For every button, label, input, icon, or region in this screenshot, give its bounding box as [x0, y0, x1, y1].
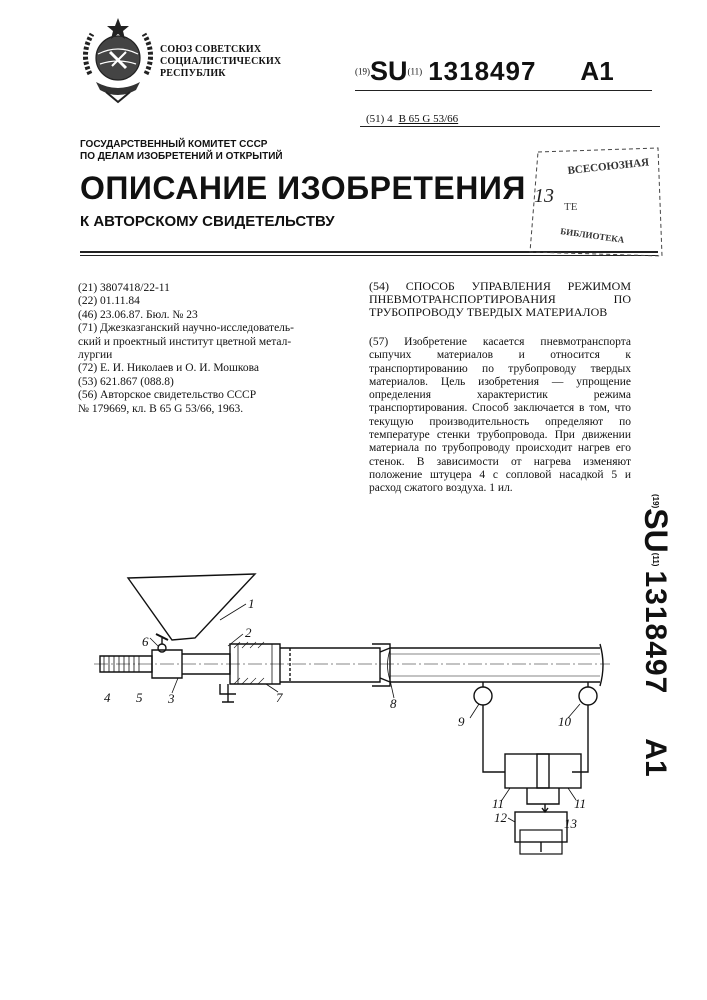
invention-title: (54) СПОСОБ УПРАВЛЕНИЯ РЕЖИМОМ ПНЕВМОТРАНСПОРТИРОВАНИЯ ПО ТРУБОПРОВОДУ ТВЕРДЫХ МАТЕРИАЛОВ	[369, 279, 631, 319]
label-2: 2	[245, 625, 252, 640]
vertical-tag-11: (11)	[651, 552, 660, 567]
ipc-tag: (51) 4	[366, 113, 393, 125]
label-12: 12	[494, 810, 507, 825]
converter-block-11b	[537, 754, 581, 788]
sensor-9	[474, 687, 492, 705]
vertical-patent-number: 1318497	[639, 570, 673, 695]
stamp-line1: ВСЕСОЮЗНАЯ	[567, 156, 650, 177]
document-title: ОПИСАНИЕ ИЗОБРЕТЕНИЯ	[80, 170, 526, 206]
biblio-line: (71) Джезказганский научно-исследователь-	[78, 322, 294, 335]
label-10: 10	[558, 714, 571, 729]
abstract: (57) Изобретение касается пневмотранспорта сыпучих материалов и относится к транспортированию по трубопроводу твердых материалов. Цель изобретения — упрощение определения характеристик режима транспортирования. Способ заключается в том, что текущую производительность определяют по температуре стенки трубопровода. При движении материала по трубопроводу происходит нагрев его стенок. В зависимости от нагрева изменяют положение штуцера 4 с сопловой насадкой 5 и расход сжатого воздуха. 1 ил.	[369, 336, 631, 495]
label-4: 4	[104, 690, 111, 705]
biblio-line: № 179669, кл. B 65 G 53/66, 1963.	[78, 402, 244, 415]
committee-line: ПО ДЕЛАМ ИЗОБРЕТЕНИЙ И ОТКРЫТИЙ	[80, 151, 283, 162]
label-9: 9	[458, 714, 465, 729]
ipc-rule	[360, 126, 660, 127]
converter-block-11a	[505, 754, 549, 788]
biblio-line: (21) 3807418/22-11	[78, 282, 170, 294]
biblio-line: (56) Авторское свидетельство СССР	[78, 389, 257, 402]
patent-number: 1318497	[428, 56, 537, 86]
label-7: 7	[276, 690, 283, 705]
label-5: 5	[136, 690, 143, 705]
pipeline	[280, 648, 380, 682]
union-line: СОЮЗ СОВЕТСКИХ	[160, 44, 262, 55]
biblio-line: (22) 01.11.84	[78, 295, 140, 308]
label-11b: 11	[574, 796, 587, 811]
header-rule	[355, 90, 652, 91]
biblio-line: лургии	[78, 349, 113, 362]
vertical-document-number	[628, 494, 674, 794]
biblio-line: (46) 23.06.87. Бюл. № 23	[78, 308, 198, 321]
document-kind: A1	[580, 56, 614, 86]
biblio-line: (53) 621.867 (088.8)	[78, 375, 174, 388]
label-6: 6	[142, 634, 149, 649]
biblio-line: ский и проектный институт цветной метал-	[78, 335, 292, 348]
union-line: РЕСПУБЛИК	[160, 68, 226, 79]
sensor-10	[579, 687, 597, 705]
state-emblem	[76, 14, 160, 106]
document-number-line	[355, 56, 614, 87]
vertical-document-kind: A1	[639, 738, 673, 777]
library-stamp	[520, 144, 665, 260]
ipc-value: B 65 G 53/66	[398, 113, 459, 125]
label-13: 13	[564, 816, 577, 831]
label-8: 8	[390, 696, 397, 711]
bibliographic-data	[78, 282, 363, 416]
union-line: СОЦИАЛИСТИЧЕСКИХ	[160, 56, 282, 67]
stamp-line3: БИБЛИОТЕКА	[559, 226, 625, 245]
biblio-line: (72) Е. И. Николаев и О. И. Мошкова	[78, 362, 259, 375]
stamp-line2: ТЕ	[564, 201, 578, 213]
vertical-tag-19: (19)	[651, 494, 660, 509]
vertical-country-code: SU	[638, 508, 674, 553]
document-subtitle: К АВТОРСКОМУ СВИДЕТЕЛЬСТВУ	[80, 213, 335, 230]
label-11a: 11	[492, 796, 505, 811]
country-code: SU	[370, 56, 408, 86]
computing-block-12	[515, 812, 567, 842]
ipc-classification	[366, 113, 458, 125]
committee-name	[80, 139, 283, 163]
tag-19: (19)	[355, 66, 370, 77]
tag-11: (11)	[407, 66, 423, 77]
committee-line: ГОСУДАРСТВЕННЫЙ КОМИТЕТ СССР	[80, 139, 268, 150]
label-1: 1	[248, 596, 255, 611]
technical-drawing	[90, 560, 620, 860]
label-3: 3	[168, 691, 175, 706]
union-name	[160, 44, 281, 80]
stamp-number: 13	[534, 185, 554, 207]
hopper	[128, 574, 255, 640]
